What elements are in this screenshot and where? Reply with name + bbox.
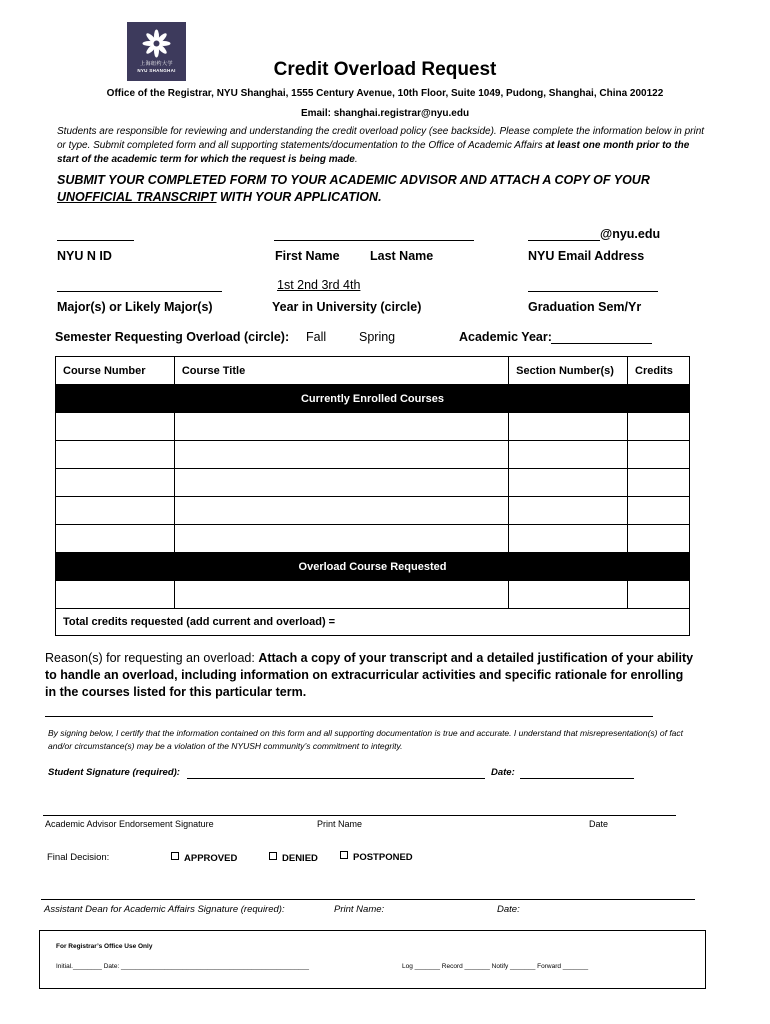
approved-label: APPROVED (184, 853, 238, 864)
enrolled-band: Currently Enrolled Courses (56, 385, 690, 413)
table-row (56, 581, 690, 609)
courses-table (55, 356, 690, 636)
reason-plain: Reason(s) for requesting an overload: (45, 651, 259, 665)
cell[interactable] (56, 469, 175, 497)
cell[interactable] (174, 497, 508, 525)
semester-fall[interactable]: Fall (306, 330, 327, 344)
semester-label: Semester Requesting Overload (circle): (55, 330, 290, 344)
checkbox-icon[interactable] (269, 852, 277, 860)
nyu-id-label: NYU N ID (57, 249, 112, 263)
dean-line[interactable] (41, 899, 695, 900)
table-row (56, 469, 690, 497)
reason-bold: Attach a copy of your transcript and a detailed justification of your ability to handle an overload, including information on extracurricular activities and specific rationale for enrolling in the courses listed for this particular term. (45, 651, 694, 699)
registrar-email: Email: shanghai.registrar@nyu.edu (300, 108, 470, 119)
cell[interactable] (56, 497, 175, 525)
advisor-date-label: Date (589, 819, 609, 829)
cell[interactable] (628, 413, 690, 441)
email-line[interactable] (528, 240, 600, 241)
table-row (56, 441, 690, 469)
page-title: Credit Overload Request (273, 59, 497, 80)
academic-year-line[interactable] (551, 343, 652, 344)
intro-text: Students are responsible for reviewing and understanding the credit overload policy (see backside). Please complete the information below in print or type. Submit completed form and all supporting statements/documentation to the Office of Academic Affairs (57, 126, 705, 151)
nyu-id-line[interactable] (57, 240, 134, 241)
cell[interactable] (174, 441, 508, 469)
certification-text: By signing below, I certify that the information contained on this form and all supporting documentation is true and accurate. I understand that misrepresentation(s) of fact and/or circumstance(s) may be a violation of the NYUSH community’s commitment to integrity. (48, 728, 684, 751)
postponed-option[interactable] (340, 851, 413, 863)
last-name-label: Last Name (370, 249, 434, 263)
enrolled-band-row (56, 385, 690, 413)
cell[interactable] (509, 413, 628, 441)
intro-paragraph (57, 125, 707, 167)
dean-signature-label: Assistant Dean for Academic Affairs Signature (required): (44, 904, 285, 915)
cell[interactable] (628, 469, 690, 497)
submit-part2: WITH YOUR APPLICATION. (216, 190, 382, 204)
submit-transcript: UNOFFICIAL TRANSCRIPT (57, 190, 217, 204)
submit-part1: SUBMIT YOUR COMPLETED FORM TO YOUR ACADEMIC ADVISOR AND ATTACH A COPY OF YOUR (57, 173, 650, 187)
first-name-label: First Name (275, 249, 340, 263)
total-credits[interactable]: Total credits requested (add current and overload) = (56, 609, 690, 636)
dean-print-name-label: Print Name: (334, 904, 385, 915)
intro-deadline: at least one month prior to the start of the academic term for which the request is being made (57, 140, 690, 165)
student-signature-label: Student Signature (required): (48, 767, 180, 778)
registrar-heading: For Registrar’s Office Use Only (56, 943, 153, 950)
cell[interactable] (174, 581, 508, 609)
table-row (56, 525, 690, 553)
year-label: Year in University (circle) (272, 300, 422, 314)
major-label: Major(s) or Likely Major(s) (57, 300, 213, 314)
graduation-label: Graduation Sem/Yr (528, 300, 642, 314)
total-row (56, 609, 690, 636)
student-date-line[interactable] (520, 778, 634, 779)
registrar-initial-date[interactable]: Initial.________ Date: ____________________________________________________ (56, 963, 310, 970)
cell[interactable] (509, 497, 628, 525)
academic-year-colon: : (547, 330, 552, 344)
semester-spring[interactable]: Spring (359, 330, 396, 344)
registrar-tracking[interactable]: Log _______ Record _______ Notify _______ Forward _______ (402, 963, 589, 970)
cell[interactable] (56, 581, 175, 609)
cell[interactable] (509, 441, 628, 469)
submit-instructions (57, 172, 707, 206)
table-header-row (56, 357, 690, 385)
major-line[interactable] (57, 291, 222, 292)
denied-option[interactable] (269, 852, 318, 864)
checkbox-icon[interactable] (340, 851, 348, 859)
intro-end: . (354, 154, 358, 165)
overload-band: Overload Course Requested (56, 553, 690, 581)
advisor-print-name-label: Print Name (317, 819, 363, 829)
header-credits: Credits (628, 357, 690, 385)
cell[interactable] (628, 581, 690, 609)
registrar-address: Office of the Registrar, NYU Shanghai, 1555 Century Avenue, 10th Floor, Suite 1049, Pudong, Shanghai, China 200122 (106, 88, 664, 99)
reason-line[interactable] (45, 716, 653, 717)
cell[interactable] (56, 441, 175, 469)
postponed-label: POSTPONED (353, 852, 413, 863)
advisor-line[interactable] (43, 815, 676, 816)
email-suffix: @nyu.edu (600, 227, 661, 241)
table-row (56, 413, 690, 441)
cell[interactable] (509, 525, 628, 553)
academic-year-label (459, 330, 552, 344)
header-course-number: Course Number (56, 357, 175, 385)
advisor-signature-label: Academic Advisor Endorsement Signature (45, 819, 214, 829)
student-date-label: Date: (491, 767, 515, 778)
cell[interactable] (56, 525, 175, 553)
email-label: NYU Email Address (528, 249, 645, 263)
approved-option[interactable] (171, 852, 237, 864)
year-options[interactable]: 1st 2nd 3rd 4th (277, 278, 361, 292)
header-section-number: Section Number(s) (509, 357, 628, 385)
table-row (56, 497, 690, 525)
cell[interactable] (628, 441, 690, 469)
overload-band-row (56, 553, 690, 581)
logo-english-text: NYU SHANGHAI (137, 68, 176, 73)
name-line[interactable] (274, 240, 474, 241)
student-signature-line[interactable] (187, 778, 485, 779)
graduation-line[interactable] (528, 291, 658, 292)
dean-date-label: Date: (497, 904, 520, 915)
final-decision-label: Final Decision: (47, 852, 110, 863)
cell[interactable] (509, 469, 628, 497)
cell[interactable] (174, 413, 508, 441)
cell[interactable] (174, 469, 508, 497)
cell[interactable] (628, 525, 690, 553)
reason-paragraph (45, 650, 695, 701)
registrar-box (39, 930, 706, 989)
logo-chinese-text: 上海纽约大学 (139, 61, 173, 67)
cell[interactable] (174, 525, 508, 553)
flower-icon (141, 28, 172, 59)
cell[interactable] (628, 497, 690, 525)
denied-label: DENIED (282, 853, 318, 864)
header-course-title: Course Title (174, 357, 508, 385)
cell[interactable] (509, 581, 628, 609)
academic-year-text: Academic Year (459, 330, 548, 344)
checkbox-icon[interactable] (171, 852, 179, 860)
cell[interactable] (56, 413, 175, 441)
